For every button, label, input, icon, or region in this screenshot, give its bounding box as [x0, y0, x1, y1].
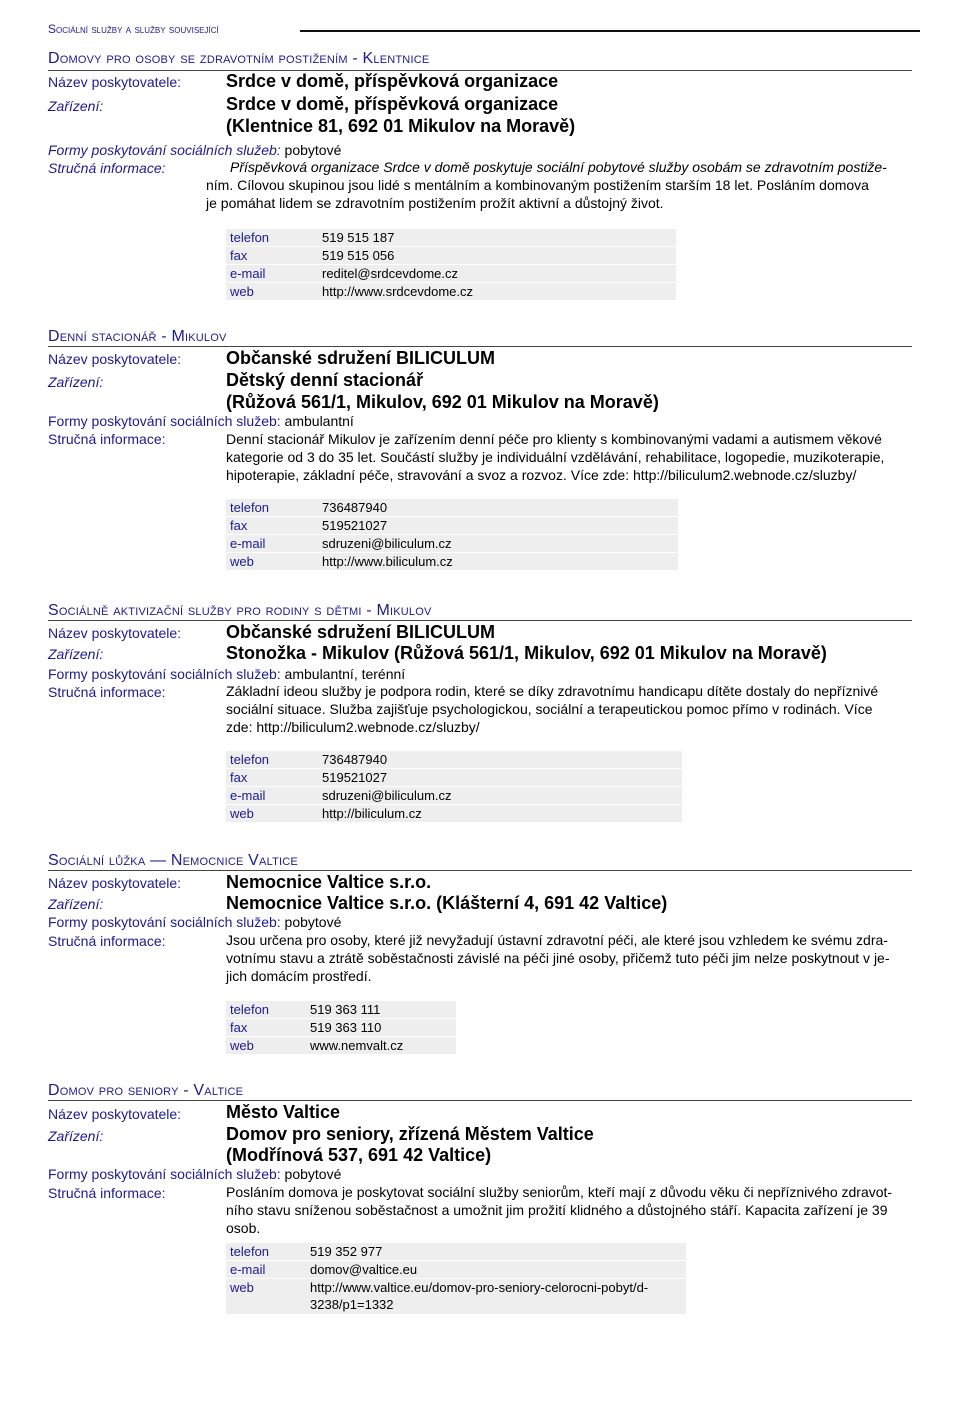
provider-label: Název poskytovatele: [48, 74, 182, 90]
facility-name: Nemocnice Valtice s.r.o. (Klášterní 4, 691 42 Valtice) [226, 893, 668, 913]
forms-label [48, 142, 341, 158]
contact-key: web [230, 284, 254, 299]
contact-email[interactable]: sdruzeni@biliculum.cz [322, 788, 452, 803]
info-label: Stručná informace: [48, 933, 166, 949]
provider-label: Název poskytovatele: [48, 1106, 182, 1122]
contact-row [226, 1001, 456, 1018]
contact-key: fax [230, 770, 248, 785]
forms-label [48, 666, 405, 682]
facility-label: Zařízení: [48, 896, 104, 912]
section-title: Domovy pro osoby se zdravotním postižením - Klentnice [48, 50, 430, 67]
section-title: Domov pro seniory - Valtice [48, 1082, 244, 1099]
facility-name: Domov pro seniory, zřízená Městem Valtice [226, 1124, 594, 1144]
contact-email[interactable]: domov@valtice.eu [310, 1262, 418, 1277]
forms-label [48, 413, 354, 429]
contact-row [226, 229, 676, 246]
contact-phone: 736487940 [322, 752, 388, 767]
contact-row [226, 247, 676, 264]
contact-row [226, 553, 678, 570]
info-line: zde: http://biliculum2.webnode.cz/sluzby/ [226, 719, 480, 735]
contact-key: fax [230, 1020, 248, 1035]
provider-name: Občanské sdružení BILICULUM [226, 622, 496, 642]
contact-key: e-mail [230, 266, 266, 281]
contact-key: web [230, 1280, 254, 1295]
contact-phone: 519 515 187 [322, 230, 395, 245]
facility-address: (Klentnice 81, 692 01 Mikulov na Moravě) [226, 116, 576, 136]
info-text [226, 1183, 930, 1237]
contact-email[interactable]: sdruzeni@biliculum.cz [322, 536, 452, 551]
info-label: Stručná informace: [48, 160, 166, 176]
info-line: je pomáhat lidem se zdravotním postižením prožít aktivní a důstojný život. [206, 195, 664, 211]
facility-address: (Modřínová 537, 691 42 Valtice) [226, 1145, 492, 1165]
contact-row [226, 787, 682, 804]
contact-key: e-mail [230, 536, 266, 551]
facility-label: Zařízení: [48, 98, 104, 114]
contact-web[interactable]: www.nemvalt.cz [310, 1038, 404, 1053]
provider-name: Srdce v domě, příspěvková organizace [226, 71, 559, 91]
contact-row [226, 1261, 686, 1278]
info-line: jich domácím prostředí. [226, 968, 372, 984]
info-line: Příspěvková organizace Srdce v domě poskytuje sociální pobytové služby osobám se zdravotním postiže- [230, 159, 887, 175]
provider-label: Název poskytovatele: [48, 351, 182, 367]
contact-key: web [230, 806, 254, 821]
contact-web[interactable]: http://www.biliculum.cz [322, 554, 453, 569]
forms-label [48, 914, 341, 930]
info-line: Základní ideou služby je podpora rodin, které se díky zdravotnímu handicapu dítěte dostaly do nepříznivé [226, 683, 879, 699]
facility-label: Zařízení: [48, 1128, 104, 1144]
contact-row [226, 1279, 686, 1314]
contact-key: telefon [230, 500, 270, 515]
facility-label: Zařízení: [48, 646, 104, 662]
contact-fax: 519 363 110 [310, 1020, 382, 1035]
info-label: Stručná informace: [48, 684, 166, 700]
info-line: sociální situace. Služba zajišťuje psychologickou, sociální a terapeutickou pomoc přímo v rodinách. Více [226, 701, 873, 717]
contact-web-cont[interactable]: 3238/p1=1332 [310, 1297, 394, 1312]
contact-row [226, 805, 682, 822]
facility-label: Zařízení: [48, 374, 104, 390]
contact-row [226, 517, 678, 534]
forms-value: pobytové [284, 142, 342, 158]
forms-label-text: Formy poskytování sociálních služeb: [48, 914, 281, 930]
contact-fax: 519521027 [322, 518, 388, 533]
facility-name: Srdce v domě, příspěvková organizace [226, 94, 559, 114]
section-title: Sociální lůžka — Nemocnice Valtice [48, 852, 298, 869]
contact-table [226, 499, 678, 571]
contact-row [226, 1037, 456, 1054]
info-label: Stručná informace: [48, 431, 166, 447]
contact-row [226, 499, 678, 516]
info-text [226, 682, 930, 736]
info-line: ního stavu sníženou soběstačnost a umožnit jim prožití klidného a důstojného stáří. Kapacita zařízení je 39 [226, 1202, 888, 1218]
page-header [48, 22, 219, 36]
info-line: votnímu stavu a ztrátě soběstačnosti závislé na péči jiné osoby, přičemž tuto péči jim nelze poskytnout v je- [226, 950, 890, 966]
contact-key: fax [230, 518, 248, 533]
contact-table [226, 229, 676, 301]
contact-key: telefon [230, 1244, 270, 1259]
contact-web[interactable]: http://biliculum.cz [322, 806, 422, 821]
contact-row [226, 1243, 686, 1260]
info-line: Denní stacionář Mikulov je zařízením denní péče pro klienty s kombinovanými vadami a autismem věkové [226, 431, 882, 447]
contact-fax: 519521027 [322, 770, 388, 785]
info-line: osob. [226, 1220, 261, 1236]
contact-table [226, 1243, 686, 1315]
forms-label-text: Formy poskytování sociálních služeb: [48, 1166, 281, 1182]
forms-label [48, 1166, 341, 1182]
contact-phone: 519 363 111 [310, 1002, 381, 1017]
info-line: Jsou určena pro osoby, které již nevyžadují ústavní zdravotní péči, ale které jsou vzhledem ke svému zdra- [226, 932, 888, 948]
contact-key: telefon [230, 752, 270, 767]
contact-phone: 736487940 [322, 500, 388, 515]
header-title: Sociální služby a služby související [48, 22, 219, 36]
info-line: ním. Cílovou skupinou jsou lidé s mentálním a kombinovaným postižením starším 18 let. Posláním domova [206, 177, 869, 193]
info-text [206, 158, 926, 212]
contact-table [226, 751, 682, 823]
forms-label-text: Formy poskytování sociálních služeb: [48, 142, 281, 158]
forms-label-text: Formy poskytování sociálních služeb: [48, 413, 281, 429]
section-title: Denní stacionář - Mikulov [48, 328, 227, 345]
contact-key: e-mail [230, 788, 266, 803]
facility-address: (Růžová 561/1, Mikulov, 692 01 Mikulov na Moravě) [226, 392, 659, 412]
contact-table [226, 1001, 456, 1055]
contact-key: telefon [230, 1002, 270, 1017]
contact-email[interactable]: reditel@srdcevdome.cz [322, 266, 459, 281]
contact-fax: 519 515 056 [322, 248, 395, 263]
forms-label-text: Formy poskytování sociálních služeb: [48, 666, 281, 682]
provider-name: Město Valtice [226, 1102, 341, 1122]
provider-label: Název poskytovatele: [48, 625, 182, 641]
provider-name: Občanské sdružení BILICULUM [226, 348, 496, 368]
contact-key: telefon [230, 230, 270, 245]
forms-value: pobytové [284, 914, 342, 930]
info-text [226, 430, 930, 484]
contact-key: web [230, 554, 254, 569]
section-title: Sociálně aktivizační služby pro rodiny s dětmi - Mikulov [48, 602, 432, 619]
contact-phone: 519 352 977 [310, 1244, 383, 1259]
facility-name: Stonožka - Mikulov (Růžová 561/1, Mikulov, 692 01 Mikulov na Moravě) [226, 643, 827, 663]
contact-row [226, 1019, 456, 1036]
contact-row [226, 535, 678, 552]
contact-web[interactable]: http://www.valtice.eu/domov-pro-seniory-celorocni-pobyt/d- [310, 1280, 649, 1295]
info-line: hipoterapie, základní péče, stravování a svoz a rozvoz. Více zde: http://biliculum2.webnode.cz/sluzby/ [226, 467, 857, 483]
info-line: Posláním domova je poskytovat sociální služby seniorům, kteří mají z důvodu věku či nepříznivého zdravot- [226, 1184, 893, 1200]
contact-key: web [230, 1038, 254, 1053]
forms-value: ambulantní [284, 413, 354, 429]
forms-value: pobytové [284, 1166, 342, 1182]
contact-web[interactable]: http://www.srdcevdome.cz [322, 284, 473, 299]
header-rule [300, 30, 920, 32]
info-text [226, 931, 930, 985]
contact-key: e-mail [230, 1262, 266, 1277]
facility-name: Dětský denní stacionář [226, 370, 424, 390]
contact-key: fax [230, 248, 248, 263]
info-label: Stručná informace: [48, 1185, 166, 1201]
contact-row [226, 769, 682, 786]
forms-value: ambulantní, terénní [284, 666, 406, 682]
contact-row [226, 265, 676, 282]
provider-name: Nemocnice Valtice s.r.o. [226, 872, 432, 892]
contact-row [226, 751, 682, 768]
contact-row [226, 283, 676, 300]
info-line: kategorie od 3 do 35 let. Součástí služby je individuální vzdělávání, rehabilitace, logopedie, muzikoterapie, [226, 449, 885, 465]
provider-label: Název poskytovatele: [48, 875, 182, 891]
